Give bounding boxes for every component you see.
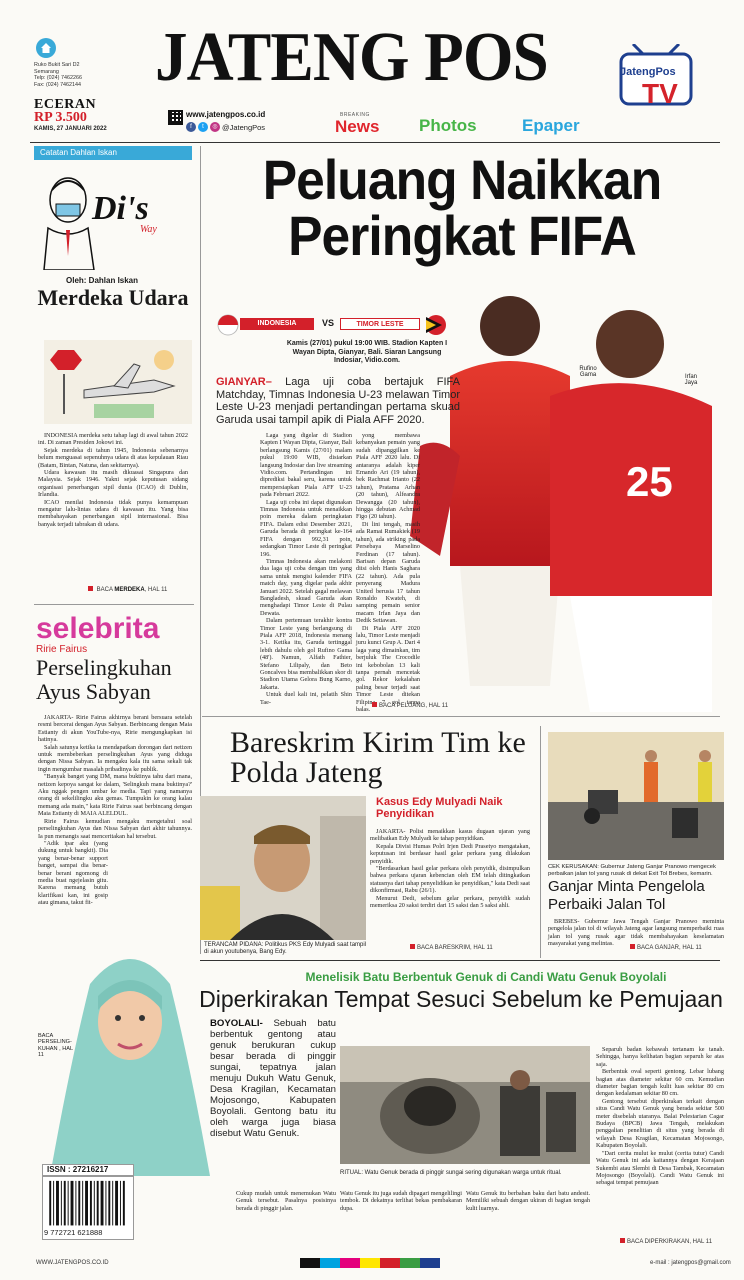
genuk-body-col1: Cukup mudah untuk menemukan Watu Genuk tersebut. Pasalnya posisinya berada di pinggir jalan. — [236, 1190, 336, 1212]
footer-email[interactable]: e-mail : jatengpos@gmail.com — [650, 1260, 731, 1266]
watu-genuk-photo — [340, 1046, 590, 1164]
selebrita-paragraph: Salah satunya ketika ia mendapatkan dorongan dari netizen untuk membeberkan perselingkuhan Ayus yang diduga dengan Nissa Sabyan. Ia mengaku kala itu sama sekali tak ingin mengumbar masalah pribadinya ke publik. — [38, 743, 192, 773]
instagram-icon: ◎ — [210, 122, 220, 132]
column-author: Oleh: Dahlan Iskan — [66, 276, 139, 285]
cartoon-illustration — [44, 340, 192, 424]
genuk-body-col3: Watu Genuk itu berbahan baku dari batu andesit. Memiliki sebuah dengan ukiran di bagian tengah kulit luarnya. — [466, 1190, 590, 1212]
footer-website[interactable]: WWW.JATENGPOS.CO.ID — [36, 1260, 109, 1266]
baca-ganjar-link[interactable]: BACA GANJAR, HAL 11 — [630, 944, 702, 951]
facebook-icon: f — [186, 122, 196, 132]
section-divider — [34, 604, 194, 605]
photo-caption: CEK KERUSAKAN: Gubernur Jateng Ganjar Pranowo mengecek perbaikan jalan tol yang rusak di dekat Exit Tol Brebes, kemarin. — [548, 864, 716, 877]
tol-paragraph: BREBES- Gubernur Jawa Tengah Ganjar Pranowo meminta pengelola jalan tol di wilayah Jateng agar langsung memperbaiki ruas jalan tol yang rusak agar tidak membahayakan keselamatan masyarakat yang melintas. — [548, 918, 724, 948]
breaking-label: BREAKING — [340, 112, 370, 118]
lead-body-col1 — [260, 432, 352, 706]
team-timor-leste: TIMOR LESTE — [340, 318, 420, 330]
lead-paragraph: yong membawa kebanyakan pemain yang sudah dipanggilkan ke Piala AFF 2020 lalu. Di antaranya adalah kiper Ernando Ari (19 tahun), bek Rachmat Irianto (22 tahun), Pratama Arhan (20 tahun), Alfeandra Dewangga (20 tahun), hingga debutan Achmad Figo (20 tahun). — [356, 432, 420, 521]
selebrita-paragraph: JAKARTA- Ririe Fairus akhirnya berani bersuara setelah resmi bercerai dengan Ayus Sabyan. Berbincang dengan Maia Estianty di akun YouTube-nya, Ririe mengungkapkan isi hatinya. — [38, 714, 192, 744]
bareskrim-paragraph: "Berdasarkan hasil gelar perkara oleh penyidik, disimpulkan bahwa perkara ujaran kebencian oleh EM telah ditingkatkan statusnya dari tahap penyelidikan ke penyidikan," kata Dedi saat dikonfirmasi, Rabu (26/1). — [370, 865, 530, 895]
selebrita-paragraph: Ririe Fairus kemudian mengaku mengetahui soal perselingkuhan Ayus dan Nissa Sabyan dari akhir tahunnya. Ia pun menangis saat menceritakan hal tersebut. — [38, 817, 192, 840]
genuk-body-col4 — [596, 1046, 724, 1187]
lead-paragraph: Laga yang digelar di Stadion Kapten I Wayan Dipta, Gianyar, Bali berlangsung Kamis (27/01) malam pukul 19:00 WIB, disiarkan langsung Indosiar dan live streaming Vidio.com. Pertandingan ini diprediksi bakal seru, karena untuk mempersiapkan Piala AFF U-23 pada Februari 2022. — [260, 432, 352, 499]
tol-headline[interactable]: Ganjar Minta Pengelola Perbaiki Jalan Tol — [548, 878, 705, 913]
lead-paragraph: Di Piala AFF 2020 lalu, Timor Leste menjadi juru kunci Grup A. Dari 4 laga yang dimainkan, tim berjuluk The Crocodile ini kebobolan 13 kali tanpa pernah mencetak gol. Rekor kekalahan paling besar terjadi saat Timor Leste ditekan Filipina 7 gol tanpa balas. — [356, 624, 420, 714]
author-caricature — [40, 166, 98, 270]
column-title[interactable]: Merdeka Udara — [37, 285, 189, 310]
address: Ruko Bukit Sari D2 Semarang Telp: (024) 7462266 Fax: (024) 7462144 — [34, 62, 82, 88]
nav-epaper[interactable]: Epaper — [522, 116, 580, 135]
player-label-rufino: Rufino Gama — [579, 366, 597, 378]
baca-peluang-link[interactable]: BACA PELUANG, HAL 11 — [372, 702, 448, 709]
bareskrim-paragraph: Menurut Dedi, sebelum gelar perkara, penyidik sudah memeriksa 20 saksi terdiri dari 15 saksi dan 5 saksi ahli. — [370, 894, 530, 910]
baca-bareskrim-link[interactable]: BACA BARESKRIM, HAL 11 — [410, 944, 493, 951]
section-divider — [202, 716, 720, 717]
bareskrim-paragraph: JAKARTA- Polisi menaikkan kasus dugaan ujaran yang melibatkan Edy Mulyadi ke tahap penyidikan. — [370, 828, 530, 843]
issue-date: KAMIS, 27 JANUARI 2022 — [34, 126, 107, 132]
eceran-label: ECERAN — [34, 97, 97, 112]
lead-headline[interactable]: Peluang Naikkan Peringkat FIFA — [262, 148, 662, 267]
lead-paragraph: Laga uji coba ini dapat digunakan Timnas Indonesia untuk menaikkan poin mereka dalam peringkatan FIFA. Dalam edisi Desember 2021, Garuda berada di peringkat ke-164 FIFA dengan 992,31 poin, sedangkan Timor Leste di peringkat 196. — [260, 498, 352, 558]
column-body — [38, 432, 188, 528]
nav-news[interactable]: News — [335, 117, 380, 136]
print-color-bar — [300, 1258, 440, 1268]
tv-logo-tv: TV — [642, 78, 678, 109]
dis-way-logo: Di's — [92, 190, 149, 227]
lead-paragraph: Di lini tengah, masih ada Ramai Rumakiek (19 tahun), ada striking pada Persebaya Marselino Ferdinan (17 tahun). Barisan depan Garuda diisi oleh Hanis Saghara (22 tahun). Ada pula penyerang Madura United berusia 17 tahun Ronaldo Kwateh, di samping pemain senior macam Irfan Jaya dan Dedik Setiawan. — [356, 520, 420, 625]
genuk-subhead: Menelisik Batu Berbentuk Genuk di Candi Watu Genuk Boyolali — [305, 970, 667, 984]
qr-code-icon — [168, 110, 183, 125]
edy-mulyadi-photo — [200, 796, 366, 940]
match-info: Kamis (27/01) pukul 19:00 WIB. Stadion Kapten I Wayan Dipta, Gianyar, Bali. Siaran Langsung Indosiar, Vidio.com. — [286, 340, 448, 365]
road-repair-photo — [548, 732, 724, 860]
lead-paragraph: Timnas Indonesia akan melakoni dua laga uji coba dengan tim yang sama untuk mengisi kalender FIFA match day, yang digelar pada akhir Januari 2022. Setelah gagal melawan Bangladesh, skuad Garuda akan menghadapi Timor Leste di Pulau Dewata. — [260, 557, 352, 617]
svg-text:25: 25 — [626, 458, 673, 505]
genuk-paragraph: Separuh badan kebawah tertanam ke tanah. Sehingga, hanya kelihatan bagian separuh ke atas saja. — [596, 1046, 724, 1068]
column-paragraph: Sejak merdeka di tahun 1945, Indonesia sebenarnya belum menguasai sepenuhnya udara di atas kepulauan Riau (Batam, Bintan, Natuna, dan sekitarnya). — [38, 446, 188, 469]
website-link[interactable]: www.jatengpos.co.id — [186, 110, 266, 119]
bareskrim-body — [370, 828, 530, 909]
baca-merdeka-link[interactable]: BACA MERDEKA, HAL 11 — [88, 586, 167, 593]
selebrita-body — [38, 714, 192, 907]
baca-perselingkuhan-link[interactable]: BACA PERSELING-KUHAN , HAL 11 — [38, 1033, 73, 1059]
baca-diperkirakan-link[interactable]: BACA DIPERKIRAKAN, HAL 11 — [620, 1238, 712, 1245]
social-handle: @JatengPos — [222, 122, 266, 132]
genuk-lead: BOYOLALI- Sebuah batu berbentuk gentong atau genuk berukuran cukup besar berada di pinggir sungai, tepatnya jalan menuju Dukuh Watu Genuk, Desa Kragilan, Kecamatan Mojosongo, Kabupaten Boyolali. Gentong batu itu oleh warga juga biasa disebut Watu Genuk. — [210, 1018, 337, 1139]
newspaper-logo: JATENG POS — [155, 19, 548, 96]
lead-paragraph: GIANYAR– Laga uji coba bertajuk FIFA Matchday, Timnas Indonesia U-23 melawan Timor Leste U-23 menjadi pertandingan pertama skuad Garuda usai tampil apik di Piala AFF 2020. — [216, 376, 460, 426]
selebrita-paragraph: "Adik ipar aku (yang dukung untuk bangkit). Dia yang benar-benar support banget, sampai dia benar-benar berani ngomong di media buat ngejelasin gitu. Karena memang butuh klarifikasi kan, ini gosip atau gimana, takut fit- — [38, 839, 108, 907]
bareskrim-kicker: Kasus Edy Mulyadi Naik Penyidikan — [376, 796, 503, 820]
genuk-paragraph: Gentong tersebut diperkirakan terkait dengan situs Candi Watu Genuk yang berada sekitar 500 meter disebelah utaranya. Balai Pelestarian Cagar Budaya (BPCB) Jawa Tengah, melakukan penggalian penelitian di situs yang berada di wilayah Desa Kragilan, Kecamatan Mojosongo, Kabupaten Boyolali. — [596, 1097, 724, 1150]
twitter-icon: t — [198, 122, 208, 132]
versus-label: VS — [322, 318, 335, 328]
selebrita-label: selebrita — [36, 612, 160, 645]
selebrita-headline[interactable]: Perselingkuhan Ayus Sabyan — [36, 655, 172, 704]
genuk-paragraph: "Dari cerita mulut ke mulut (cerita tutur) Candi Watu Genuk ini ada kaitannya dengan Kerajaan Sukembi atau Slembi di Desa Tambak, Kecamatan Mojosongo (Boyolali). Candi Watu Genuk ini sebagai tempat pemujaan — [596, 1149, 724, 1187]
column-divider — [540, 726, 541, 958]
bareskrim-headline[interactable]: Bareskrim Kirim Tim ke Polda Jateng — [230, 726, 526, 789]
home-icon — [36, 38, 56, 58]
bareskrim-paragraph: Kepala Divisi Humas Polri Irjen Dedi Prasetyo mengatakan, keputusan ini berdasar hasil gelar perkara yang dilakukan penyidik. — [370, 842, 530, 865]
column-paragraph: INDONESIA merdeka setu tahap lagi di awal tahun 2022 ini. Di zaman Presiden Jokowi ini. — [38, 432, 188, 447]
selebrita-paragraph: "Banyak banget yang DM, mana buktinya tahu dari mana, netizen kepoya sangat ke dalam, 'Selingkuh mana buktinya?' Aku nggak pengen umbar ke media. Tapi yang namanya orang di sekelilingku aku gemas. Tumpukin ke orang kalau memang ada main," kata Ririe Fairus saat berbincang dengan Maia Estianty di MAIA ALELDUL. — [38, 773, 192, 818]
team-indonesia: INDONESIA — [240, 318, 314, 330]
genuk-headline[interactable]: Diperkirakan Tempat Sesuci Sebelum ke Pemujaan — [199, 986, 723, 1012]
player-label-irfan: Irfan Jaya — [684, 374, 698, 386]
ririe-fairus-photo — [20, 944, 240, 1176]
section-divider — [200, 960, 720, 961]
selebrita-name: Ririe Fairus — [36, 644, 88, 655]
masthead — [0, 0, 744, 142]
social-handles[interactable] — [186, 122, 265, 132]
dis-way-tagline: Way — [140, 224, 157, 235]
lead-paragraph: Dalam pertemuan terakhir kontra Timor Leste yang berlangsung di Piala AFF 2018, Indonesia menang 3-1. Ketika itu, Garuda tertinggal lebih dahulu oleh gol Rufino Gama (48'). Namun, Alfath Fathier, Stefano Lilipaly, dan Beto Goncalves bisa membalikkan skor di Stadion Utama Gelora Bung Karno, Jakarta. — [260, 617, 352, 691]
photo-caption: TERANCAM PIDANA: Politikus PKS Edy Mulyadi saat tampil di akun youtubenya, Bang Edy. — [204, 942, 367, 955]
price: RP 3.500 — [34, 110, 87, 125]
column-badge: Catatan Dahlan Iskan — [34, 146, 192, 160]
photo-caption: RITUAL: Watu Genuk berada di pinggir sungai sering digunakan warga untuk ritual. — [340, 1170, 562, 1176]
barcode-number: 9 772721 621888 — [44, 1228, 103, 1237]
column-paragraph: ICAO menilai Indonesia tidak punya kemampuan mengatur lalu-lintas udara di kawasan itu. Yang bisa membahayakan penerbangan sipil internasional. Bisa banyak terjadi tabrakan di udara. — [38, 498, 188, 528]
lead-body-col2 — [356, 432, 420, 713]
column-paragraph: Udara kawasan itu masih dikuasai Singapura dan Malaysia. Sejak 1946. Yakni sejak keputusan sidang organisasi penerbangan sipil dunia (ICAO) di Dublin, Irlandia. — [38, 469, 188, 499]
genuk-body-col2: Watu Genuk itu juga sudah dipagari mengelilingi tembok. Di dekatnya terlihat bekas pembakaran dupa. — [340, 1190, 462, 1212]
issn: ISSN : 27216217 — [42, 1164, 134, 1176]
masthead-rule — [30, 142, 720, 143]
nav-photos[interactable]: Photos — [419, 116, 477, 135]
tv-logo-name: JatengPos — [620, 66, 676, 78]
genuk-paragraph: Berbentuk oval seperti gentong. Lebar lubang bagian atas diameter sekitar 60 cm. Kemudian diameter bagian tengah kulit luas sekitar 80 cm dengan kedalaman sekitar 80 cm. — [596, 1068, 724, 1098]
lead-paragraph: Untuk duel kali ini, pelatih Shin Tae- — [260, 691, 352, 706]
